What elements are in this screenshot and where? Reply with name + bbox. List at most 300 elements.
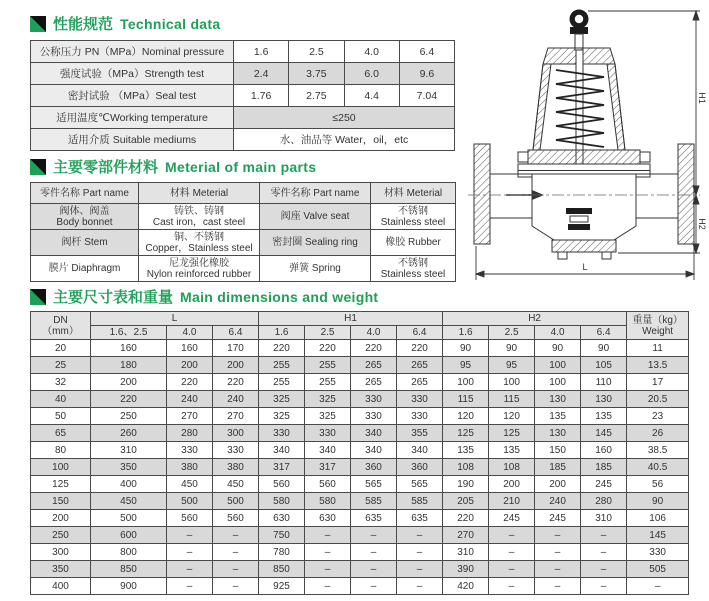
dim-cell: 100 (443, 374, 489, 391)
spec-label: 公称压力 PN（MPa）Nominal pressure (31, 41, 234, 63)
spec-value: 7.04 (399, 85, 454, 107)
dim-cell: 220 (351, 340, 397, 357)
dim-cell: – (351, 561, 397, 578)
dim-cell: 317 (259, 459, 305, 476)
weight-cell: 38.5 (627, 442, 689, 459)
section-title-en: Main dimensions and weight (180, 288, 379, 305)
dn-cell: 200 (31, 510, 91, 527)
dimension-row (31, 561, 689, 578)
dim-cell: 560 (167, 510, 213, 527)
dim-cell: 110 (581, 374, 627, 391)
dim-cell: – (489, 544, 535, 561)
dim-cell: 565 (397, 476, 443, 493)
materials-cell (31, 230, 139, 256)
materials-cell (31, 204, 139, 230)
weight-cell: 40.5 (627, 459, 689, 476)
materials-cell-line: Copper，Stainless steel (145, 242, 253, 254)
pressure-class-header: 6.4 (397, 326, 443, 340)
dim-cell: – (167, 527, 213, 544)
dim-cell: 220 (213, 374, 259, 391)
dim-cell: 200 (167, 357, 213, 374)
dim-cell: 310 (443, 544, 489, 561)
l-group-header: L (91, 312, 259, 326)
dim-cell: 245 (581, 476, 627, 493)
dim-cell: 600 (91, 527, 167, 544)
weight-cell: 20.5 (627, 391, 689, 408)
spec-value: 6.0 (344, 63, 399, 85)
dim-cell: – (581, 561, 627, 578)
dim-cell: – (581, 527, 627, 544)
technical-table (30, 40, 455, 151)
materials-cell-line: 阀杆 Stem (61, 237, 108, 248)
dim-cell: 380 (167, 459, 213, 476)
dim-cell: 265 (397, 374, 443, 391)
dim-cell: 210 (489, 493, 535, 510)
dim-cell: 317 (305, 459, 351, 476)
dim-cell: 450 (91, 493, 167, 510)
weight-header-line: Weight (642, 325, 674, 337)
dim-cell: – (305, 527, 351, 544)
dim-cell: – (489, 578, 535, 595)
dim-cell: – (397, 527, 443, 544)
dim-cell: 255 (305, 357, 351, 374)
dim-cell: – (581, 578, 627, 595)
section-marker-icon (30, 289, 46, 305)
dim-cell: 115 (489, 391, 535, 408)
materials-cell-line: 不锈钢 (398, 205, 428, 217)
dimension-row (31, 442, 689, 459)
spec-label: 适用介质 Suitable mediums (31, 129, 234, 151)
dim-cell: – (305, 544, 351, 561)
dim-cell: 90 (581, 340, 627, 357)
section-title-technical (30, 13, 220, 34)
pressure-class-header: 2.5 (489, 326, 535, 340)
section-title-zh: 主要尺寸表和重量 (53, 289, 174, 306)
dim-cell: 330 (305, 425, 351, 442)
dn-cell: 125 (31, 476, 91, 493)
dim-cell: 105 (581, 357, 627, 374)
section-title-zh: 主要零部件材料 (53, 159, 159, 176)
dn-cell: 25 (31, 357, 91, 374)
dim-cell: 220 (91, 391, 167, 408)
dims-subheader-row (31, 326, 689, 340)
technical-row (31, 107, 455, 129)
materials-header-cell: 材料 Meterial (371, 183, 456, 204)
dim-cell: – (581, 544, 627, 561)
section-marker-icon (30, 16, 46, 32)
materials-header-cell: 零件名称 Part name (260, 183, 371, 204)
weight-cell: 11 (627, 340, 689, 357)
section-title-zh: 性能规范 (53, 16, 114, 33)
materials-cell-line: 不锈钢 (398, 257, 428, 269)
dn-cell: 50 (31, 408, 91, 425)
valve-drawing (466, 2, 708, 292)
dimensions-table (30, 311, 689, 595)
dim-cell: 90 (489, 340, 535, 357)
dim-cell: 400 (91, 476, 167, 493)
dim-cell: – (489, 561, 535, 578)
dim-cell: 350 (91, 459, 167, 476)
section-title-materials (30, 156, 316, 177)
dim-cell: – (213, 527, 259, 544)
materials-cell (371, 256, 456, 282)
dim-cell: 260 (91, 425, 167, 442)
valve-seat-detail (566, 208, 592, 214)
dim-cell: 250 (91, 408, 167, 425)
dim-cell: 100 (535, 374, 581, 391)
dim-cell: 190 (443, 476, 489, 493)
h2-group-header: H2 (443, 312, 627, 326)
spec-value: ≤250 (234, 107, 455, 129)
dim-cell: – (213, 578, 259, 595)
dim-cell: 800 (91, 544, 167, 561)
weight-header (627, 312, 689, 340)
dn-cell: 40 (31, 391, 91, 408)
dim-cell: 108 (443, 459, 489, 476)
dim-cell: 240 (167, 391, 213, 408)
dim-cell: 160 (581, 442, 627, 459)
dimension-row (31, 510, 689, 527)
materials-cell (371, 204, 456, 230)
materials-cell (260, 256, 371, 282)
materials-cell (260, 204, 371, 230)
dim-cell: 245 (489, 510, 535, 527)
dim-cell: – (535, 544, 581, 561)
dim-cell: – (351, 527, 397, 544)
dim-cell: 850 (91, 561, 167, 578)
dim-cell: 100 (535, 357, 581, 374)
technical-row (31, 41, 455, 63)
section-title-dimensions (30, 286, 378, 307)
dims-group-row (31, 312, 689, 326)
dim-cell: 565 (351, 476, 397, 493)
dim-cell: 420 (443, 578, 489, 595)
weight-cell: 106 (627, 510, 689, 527)
dim-cell: 160 (91, 340, 167, 357)
dim-cell: 325 (259, 391, 305, 408)
dim-cell: 580 (305, 493, 351, 510)
dim-cell: 325 (259, 408, 305, 425)
dim-cell: 108 (489, 459, 535, 476)
dim-cell: 500 (91, 510, 167, 527)
pressure-class-header: 4.0 (167, 326, 213, 340)
dim-cell: 220 (305, 340, 351, 357)
section-title-en: Meterial of main parts (165, 158, 317, 175)
dn-cell: 250 (31, 527, 91, 544)
dim-cell: 100 (489, 374, 535, 391)
materials-cell-line: Stainless steel (380, 216, 446, 228)
materials-cell-line: 橡胶 Rubber (385, 237, 441, 248)
dim-cell: 925 (259, 578, 305, 595)
dim-cell: 120 (489, 408, 535, 425)
dim-cell: 220 (259, 340, 305, 357)
pressure-class-header: 2.5 (305, 326, 351, 340)
dim-cell: 200 (489, 476, 535, 493)
materials-cell-line: 密封圈 Sealing ring (272, 237, 358, 248)
dn-cell: 400 (31, 578, 91, 595)
dim-cell: 630 (259, 510, 305, 527)
dim-cell: 560 (305, 476, 351, 493)
materials-cell-line: Body bonnet (56, 216, 113, 228)
dim-cell: 135 (443, 442, 489, 459)
dim-cell: 560 (213, 510, 259, 527)
dim-cell: – (305, 578, 351, 595)
dim-cell: 750 (259, 527, 305, 544)
dim-cell: 325 (305, 408, 351, 425)
dim-cell: 340 (351, 442, 397, 459)
dn-cell: 300 (31, 544, 91, 561)
dn-cell: 65 (31, 425, 91, 442)
weight-cell: 13.5 (627, 357, 689, 374)
dim-cell: 145 (581, 425, 627, 442)
materials-cell-line: 铸铁、铸钢 (174, 205, 224, 217)
dim-cell: 130 (535, 425, 581, 442)
dim-cell: 170 (213, 340, 259, 357)
dim-cell: – (213, 544, 259, 561)
spec-value: 4.0 (344, 41, 399, 63)
materials-cell-line: 阀座 Valve seat (280, 211, 350, 222)
pressure-class-header: 6.4 (581, 326, 627, 340)
dim-cell: 200 (535, 476, 581, 493)
dim-cell: 135 (535, 408, 581, 425)
dim-cell: – (489, 527, 535, 544)
dim-l-label: L (582, 262, 588, 272)
dim-cell: 330 (397, 391, 443, 408)
weight-cell: 26 (627, 425, 689, 442)
dim-cell: 160 (167, 340, 213, 357)
dim-cell: 255 (259, 374, 305, 391)
materials-row (31, 204, 456, 230)
dim-cell: 150 (535, 442, 581, 459)
dim-cell: 270 (213, 408, 259, 425)
weight-header-line: 重量（kg） (632, 314, 683, 326)
pressure-class-header: 1.6 (259, 326, 305, 340)
dim-cell: 450 (167, 476, 213, 493)
dim-cell: 380 (213, 459, 259, 476)
materials-header-row (31, 183, 456, 204)
dim-cell: 185 (535, 459, 581, 476)
dim-cell: 265 (351, 374, 397, 391)
dim-cell: 200 (91, 374, 167, 391)
spec-value: 3.75 (289, 63, 344, 85)
materials-cell-line: 膜片 Diaphragm (48, 263, 121, 274)
weight-cell: 505 (627, 561, 689, 578)
dim-h2-label: H2 (697, 218, 707, 230)
dim-cell: 330 (397, 408, 443, 425)
dim-cell: 500 (167, 493, 213, 510)
materials-cell-line: 尼龙强化橡胶 (169, 257, 229, 269)
dim-cell: 240 (213, 391, 259, 408)
dim-cell: – (397, 561, 443, 578)
dimensions-table-body (31, 340, 689, 595)
dim-cell: 255 (305, 374, 351, 391)
materials-cell (371, 230, 456, 256)
dim-cell: 270 (443, 527, 489, 544)
dim-cell: 280 (167, 425, 213, 442)
valve-body-outline (468, 10, 700, 260)
section-title-en: Technical data (120, 15, 221, 32)
materials-cell-line: Stainless steel (380, 268, 446, 280)
dn-cell: 20 (31, 340, 91, 357)
dim-cell: 340 (259, 442, 305, 459)
dn-header-line: DN (53, 314, 68, 326)
materials-table-body (31, 204, 456, 282)
materials-header-cell: 零件名称 Part name (31, 183, 139, 204)
dim-cell: 125 (489, 425, 535, 442)
dim-cell: 330 (351, 408, 397, 425)
dim-cell: 355 (397, 425, 443, 442)
dn-cell: 32 (31, 374, 91, 391)
dim-cell: 630 (305, 510, 351, 527)
dim-cell: 580 (259, 493, 305, 510)
dim-cell: 330 (167, 442, 213, 459)
technical-table-body (31, 41, 455, 151)
spec-label: 适用温度℃Working temperature (31, 107, 234, 129)
dim-cell: 560 (259, 476, 305, 493)
dim-cell: 265 (351, 357, 397, 374)
spec-value: 6.4 (399, 41, 454, 63)
materials-cell-line: 阀体、阀盖 (59, 205, 110, 217)
pressure-class-header: 1.6、2.5 (91, 326, 167, 340)
dim-cell: – (535, 578, 581, 595)
dim-cell: 95 (489, 357, 535, 374)
spec-value: 1.76 (234, 85, 289, 107)
dim-cell: – (535, 561, 581, 578)
dim-cell: 95 (443, 357, 489, 374)
dim-cell: 220 (397, 340, 443, 357)
dim-cell: 135 (581, 408, 627, 425)
spec-value: 水、油品等 Water，oil，etc (234, 129, 455, 151)
dim-cell: 585 (351, 493, 397, 510)
dim-cell: 120 (443, 408, 489, 425)
dim-cell: 205 (443, 493, 489, 510)
materials-cell-line: 弹簧 Spring (289, 263, 341, 274)
weight-cell: 90 (627, 493, 689, 510)
dim-cell: 325 (305, 391, 351, 408)
materials-cell-line: 铜、不锈钢 (174, 231, 224, 243)
dimension-row (31, 476, 689, 493)
dimension-row (31, 408, 689, 425)
dn-header-line: （mm） (42, 325, 79, 337)
dimension-row (31, 578, 689, 595)
dimension-row (31, 374, 689, 391)
weight-cell: 23 (627, 408, 689, 425)
spec-value: 2.5 (289, 41, 344, 63)
dim-cell: 180 (91, 357, 167, 374)
dim-cell: 130 (535, 391, 581, 408)
spec-value: 2.75 (289, 85, 344, 107)
dimension-row (31, 340, 689, 357)
dn-cell: 80 (31, 442, 91, 459)
materials-cell (260, 230, 371, 256)
dim-cell: 90 (535, 340, 581, 357)
dim-cell: 240 (535, 493, 581, 510)
dim-cell: – (305, 561, 351, 578)
materials-row (31, 256, 456, 282)
dimension-row (31, 357, 689, 374)
dim-cell: 360 (397, 459, 443, 476)
dim-cell: 270 (167, 408, 213, 425)
dim-cell: 220 (167, 374, 213, 391)
dim-cell: – (535, 527, 581, 544)
dimension-row (31, 425, 689, 442)
dimension-row (31, 544, 689, 561)
technical-row (31, 129, 455, 151)
pressure-class-header: 4.0 (351, 326, 397, 340)
dim-cell: 585 (397, 493, 443, 510)
materials-header-cell: 材料 Meterial (139, 183, 260, 204)
dim-cell: – (397, 578, 443, 595)
dim-cell: 330 (351, 391, 397, 408)
dimension-row (31, 493, 689, 510)
dim-cell: 185 (581, 459, 627, 476)
dim-cell: 340 (305, 442, 351, 459)
dim-cell: – (167, 544, 213, 561)
dim-cell: 245 (535, 510, 581, 527)
dim-cell: 265 (397, 357, 443, 374)
pressure-class-header: 6.4 (213, 326, 259, 340)
dim-cell: 635 (397, 510, 443, 527)
h1-group-header: H1 (259, 312, 443, 326)
dim-cell: – (213, 561, 259, 578)
dim-cell: 900 (91, 578, 167, 595)
dimension-row (31, 459, 689, 476)
spec-value: 9.6 (399, 63, 454, 85)
dn-cell: 100 (31, 459, 91, 476)
dim-cell: 90 (443, 340, 489, 357)
dim-cell: 115 (443, 391, 489, 408)
dim-cell: 780 (259, 544, 305, 561)
dim-cell: 130 (581, 391, 627, 408)
dim-cell: 330 (213, 442, 259, 459)
technical-row (31, 85, 455, 107)
materials-table (30, 182, 456, 282)
weight-cell: 17 (627, 374, 689, 391)
dim-cell: 340 (397, 442, 443, 459)
dim-cell: 220 (443, 510, 489, 527)
dn-header (31, 312, 91, 340)
dim-cell: 850 (259, 561, 305, 578)
dim-cell: 330 (259, 425, 305, 442)
dim-cell: – (167, 561, 213, 578)
dim-cell: – (167, 578, 213, 595)
dim-cell: 500 (213, 493, 259, 510)
dn-cell: 350 (31, 561, 91, 578)
materials-cell (139, 230, 260, 256)
weight-cell: 56 (627, 476, 689, 493)
dim-cell: 300 (213, 425, 259, 442)
dim-cell: 135 (489, 442, 535, 459)
technical-row (31, 63, 455, 85)
dim-cell: 310 (581, 510, 627, 527)
dim-cell: – (351, 578, 397, 595)
dim-cell: 200 (213, 357, 259, 374)
dim-cell: 390 (443, 561, 489, 578)
materials-cell (31, 256, 139, 282)
dim-cell: 635 (351, 510, 397, 527)
spec-value: 1.6 (234, 41, 289, 63)
dim-cell: – (351, 544, 397, 561)
dim-cell: 360 (351, 459, 397, 476)
weight-cell: 145 (627, 527, 689, 544)
materials-cell-line: Cast iron，cast steel (152, 216, 246, 228)
materials-cell (139, 256, 260, 282)
dim-cell: 255 (259, 357, 305, 374)
spec-label: 密封试验 （MPa）Seal test (31, 85, 234, 107)
weight-cell: 330 (627, 544, 689, 561)
dim-cell: 450 (213, 476, 259, 493)
dim-cell: – (397, 544, 443, 561)
